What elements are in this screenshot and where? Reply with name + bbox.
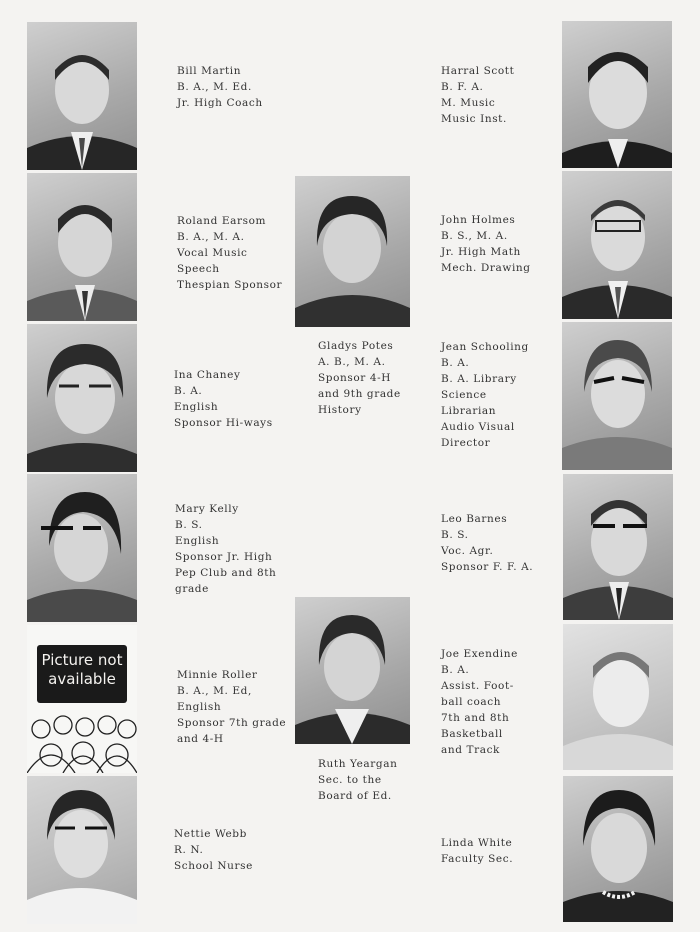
caption-line: A. B., M. A. [318,356,386,368]
caption-line: School Nurse [174,860,253,872]
caption-line: Jr. High Coach [177,97,263,109]
caption-line: Sponsor Jr. High [175,551,273,563]
caption-line: History [318,404,362,416]
caption-line: Voc. Agr. [441,545,494,557]
photo-leo-barnes [563,474,673,620]
name-gladys-potes: Gladys Potes [318,340,394,352]
caption-line: grade [175,583,209,595]
caption-line: English [175,535,220,547]
picture-not-available-card [37,645,127,703]
caption-line: Librarian [441,405,497,417]
name-ruth-yeargan: Ruth Yeargan [318,758,398,770]
caption-line: Science [441,389,487,401]
caption-harral-scott [441,63,514,127]
photo-mary-kelly [27,474,137,622]
photo-linda-white [563,776,673,922]
caption-line: B. A., M. Ed. [177,81,252,93]
name-bill-martin: Bill Martin [177,65,242,77]
caption-nettie-webb [174,826,253,874]
caption-line: Basketball [441,728,503,740]
caption-line: B. S. [175,519,203,531]
caption-line: Sec. to the [318,774,382,786]
caption-mary-kelly [175,501,276,597]
caption-line: and 9th grade [318,388,401,400]
caption-line: B. A. [174,385,203,397]
caption-leo-barnes [441,511,533,575]
photo-joe-exendine [563,624,673,770]
caption-line: Faculty Sec. [441,853,514,865]
caption-line: Assist. Foot- [441,680,514,692]
name-roland-earsom: Roland Earsom [177,215,267,227]
photo-gladys-potes [295,176,410,327]
caption-line: Sponsor 7th grade [177,717,287,729]
caption-line: Sponsor 4-H [318,372,392,384]
caption-line: B. A. [441,664,470,676]
caption-linda-white [441,835,513,867]
caption-line: Audio Visual [441,421,515,433]
name-linda-white: Linda White [441,837,513,849]
caption-line: and Track [441,744,501,756]
caption-line: Vocal Music [177,247,248,259]
caption-minnie-roller [177,667,286,747]
name-jean-schooling: Jean Schooling [441,341,529,353]
caption-line: B. A., M. Ed, [177,685,252,697]
name-harral-scott: Harral Scott [441,65,515,77]
name-nettie-webb: Nettie Webb [174,828,247,840]
photo-jean-schooling [562,322,672,470]
caption-line: R. N. [174,844,204,856]
caption-line: Sponsor Hi-ways [174,417,273,429]
caption-line: Director [441,437,491,449]
photo-ruth-yeargan [295,597,410,744]
caption-joe-exendine [441,646,518,758]
caption-roland-earsom [177,213,282,293]
photo-harral-scott [562,21,672,168]
caption-jean-schooling [441,339,529,451]
caption-line: English [177,701,222,713]
caption-line: B. S., M. A. [441,230,508,242]
name-joe-exendine: Joe Exendine [441,648,518,660]
photo-ina-chaney [27,324,137,472]
caption-line: Pep Club and 8th [175,567,277,579]
caption-gladys-potes [318,338,401,418]
caption-line: Jr. High Math [441,246,521,258]
caption-line: M. Music [441,97,496,109]
caption-line: B. A., M. A. [177,231,245,243]
placeholder-line1: Picture not [41,651,123,669]
caption-line: Sponsor F. F. A. [441,561,534,573]
name-leo-barnes: Leo Barnes [441,513,508,525]
caption-line: Music Inst. [441,113,507,125]
caption-line: Mech. Drawing [441,262,531,274]
caption-line: English [174,401,219,413]
name-ina-chaney: Ina Chaney [174,369,241,381]
caption-line: B. F. A. [441,81,484,93]
caption-line: and 4-H [177,733,224,745]
caption-line: B. A. Library [441,373,517,385]
caption-line: Board of Ed. [318,790,392,802]
name-john-holmes: John Holmes [441,214,516,226]
placeholder-line2: available [48,670,116,688]
caption-line: ball coach [441,696,502,708]
caption-bill-martin [177,63,263,111]
photo-john-holmes [562,171,672,319]
caption-line: Speech [177,263,220,275]
name-mary-kelly: Mary Kelly [175,503,239,515]
photo-roland-earsom [27,173,137,321]
caption-john-holmes [441,212,531,276]
caption-line: B. S. [441,529,469,541]
caption-line: B. A. [441,357,470,369]
caption-line: 7th and 8th [441,712,510,724]
caption-ruth-yeargan [318,756,397,804]
photo-bill-martin [27,22,137,170]
caption-ina-chaney [174,367,273,431]
photo-nettie-webb [27,776,137,924]
caption-line: Thespian Sponsor [177,279,283,291]
name-minnie-roller: Minnie Roller [177,669,258,681]
